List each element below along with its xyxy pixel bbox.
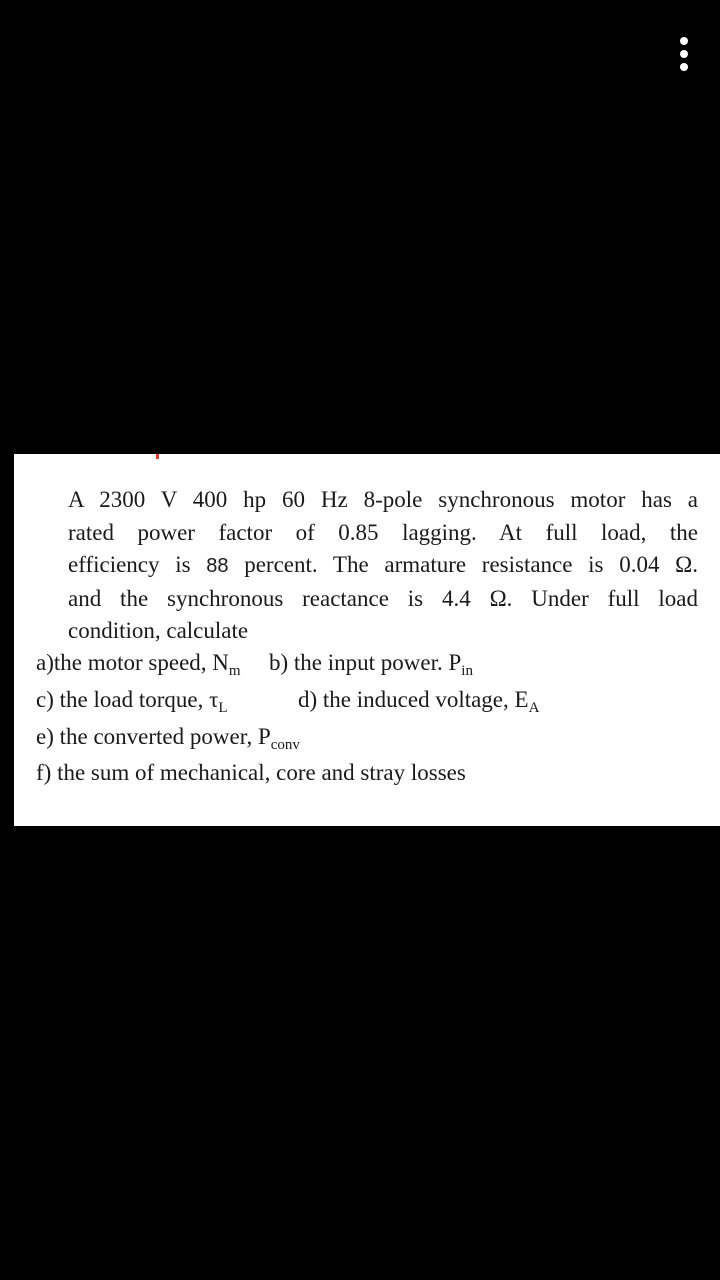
- question-text: a)the motor speed, N: [36, 650, 229, 675]
- problem-line: and the synchronous reactance is 4.4 Ω. Under full load: [68, 585, 698, 611]
- more-vertical-icon-dot: [680, 50, 688, 58]
- question-e: [36, 724, 300, 753]
- question-row: [36, 650, 473, 679]
- problem-statement: [68, 484, 698, 648]
- subscript: A: [528, 700, 540, 716]
- question-text: e) the converted power, P: [36, 724, 271, 749]
- question-f: f) the sum of mechanical, core and stray losses: [36, 760, 466, 785]
- subscript: m: [228, 663, 241, 679]
- question-text: c) the load torque, τ: [36, 687, 219, 712]
- problem-image[interactable]: [14, 454, 720, 826]
- question-row: [36, 687, 540, 716]
- question-text: d) the induced voltage, E: [298, 687, 529, 712]
- problem-line: rated power factor of 0.85 lagging. At full load, the: [68, 519, 698, 545]
- problem-line: condition, calculate: [68, 618, 249, 643]
- more-options-button[interactable]: [668, 30, 700, 78]
- subscript: L: [218, 700, 228, 716]
- red-mark: [156, 454, 159, 459]
- question-d: [298, 687, 540, 716]
- more-vertical-icon: [680, 37, 688, 45]
- question-b: [269, 650, 473, 679]
- question-row: [36, 724, 300, 753]
- problem-text: efficiency is: [68, 552, 207, 577]
- subscript: in: [461, 663, 473, 679]
- problem-line: A 2300 V 400 hp 60 Hz 8-pole synchronous motor has a: [68, 487, 698, 512]
- problem-text: percent. The armature resistance is 0.04 Ω.: [228, 552, 699, 577]
- subscript: conv: [270, 737, 300, 753]
- question-c: [36, 687, 228, 716]
- more-vertical-icon-dot: [680, 63, 688, 71]
- problem-line: [68, 549, 698, 583]
- efficiency-value: 88: [206, 555, 229, 577]
- question-a: [36, 650, 241, 679]
- question-text: b) the input power. P: [269, 650, 462, 675]
- question-row: [36, 760, 466, 786]
